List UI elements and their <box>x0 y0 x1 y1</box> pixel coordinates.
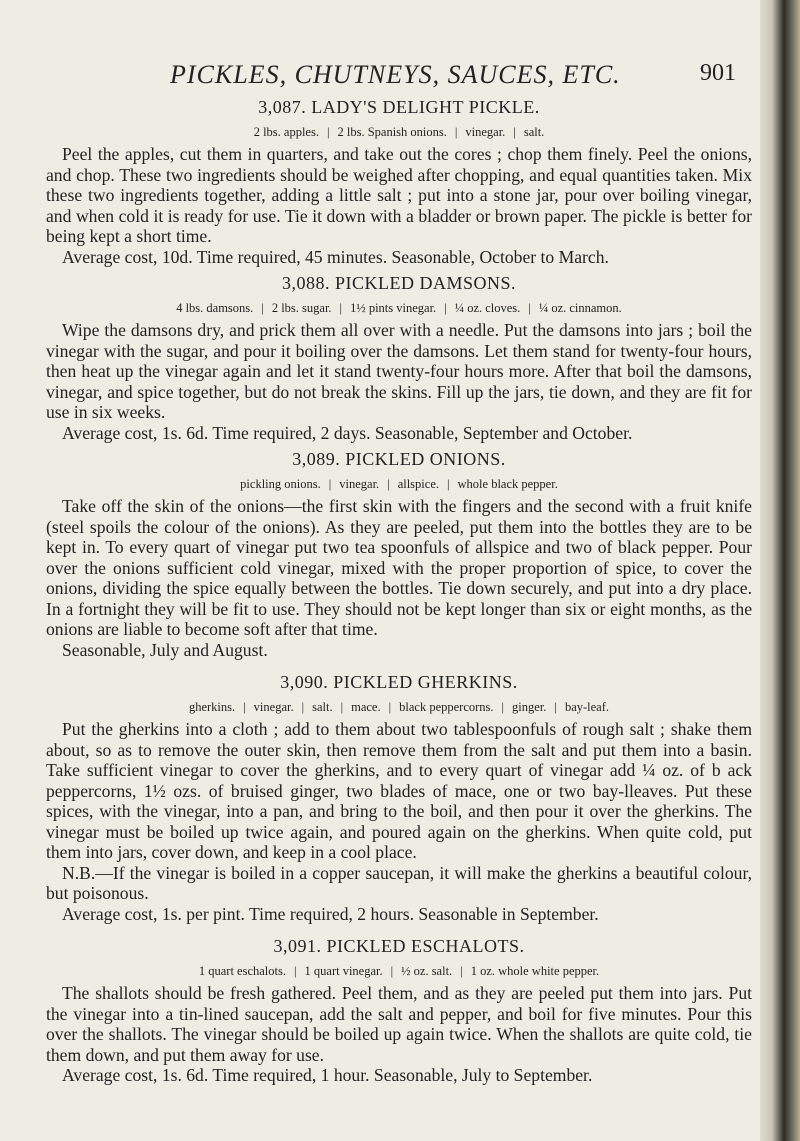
ingredient: 1 quart eschalots. <box>198 963 286 978</box>
ingredient: 1 quart vinegar. <box>304 963 383 978</box>
ingredient: vinegar. <box>339 476 380 491</box>
ingredient: whole black pepper. <box>457 476 558 491</box>
ingredient: mace. <box>351 699 381 714</box>
ingredient: 1½ pints vinegar. <box>350 300 437 315</box>
running-title: PICKLES, CHUTNEYS, SAUCES, ETC. <box>170 60 621 89</box>
page-number: 901 <box>700 60 736 86</box>
recipe-pickled-onions <box>46 449 752 660</box>
recipe-title: 3,089. PICKLED ONIONS. <box>292 449 506 469</box>
recipe-paragraph: N.B.—If the vinegar is boiled in a copper saucepan, it will make the gherkins a beautiful colour, but poisonous. <box>46 862 752 903</box>
page-header <box>0 40 760 89</box>
ingredient: ¼ oz. cloves. <box>454 300 521 315</box>
recipe-paragraph: The shallots should be fresh gathered. Peel them, and as they are peeled put them into jars. Put the vinegar into a tin-lined saucepan, add the salt and pepper, and boil for five minutes. Pour this over the shallots. The vinegar should be boiled up again twice. When the shallots are quite cold, tie them down, and put them away for use. <box>46 983 752 1065</box>
recipe-paragraph: Average cost, 1s. 6d. Time required, 1 hour. Seasonable, July to September. <box>62 1065 593 1085</box>
recipe-paragraph: Take off the skin of the onions—the first skin with the fingers and the second with a fruit knife (steel spoils the colour of the onions). As they are peeled, put them into the bottles they are to be kept in. To every quart of vinegar put two tea spoonfuls of allspice and two of black pepper. Pour over the onions sufficient cold vinegar, mixed with the proper proportion of spice, to cover the onions, dividing the spice equally between the bottles. Tie down securely, and put into a dry place. In a fortnight they will be fit to use. They should not be kept longer than six or eight months, as the onions are liable to become soft after that time. <box>46 496 752 639</box>
ingredient: pickling onions. <box>240 476 321 491</box>
recipe-pickled-gherkins <box>46 672 752 924</box>
ingredient: ¼ oz. cinnamon. <box>538 300 622 315</box>
recipe-pickled-eschalots <box>46 936 752 1086</box>
recipe-paragraph: Average cost, 1s. per pint. Time required, 2 hours. Seasonable in September. <box>62 903 599 924</box>
recipe-paragraph: Average cost, 10d. Time required, 45 minutes. Seasonable, October to March. <box>62 246 609 267</box>
ingredient: 4 lbs. damsons. <box>176 300 254 315</box>
recipe-title: 3,090. PICKLED GHERKINS. <box>280 672 518 692</box>
ingredient: 2 lbs. apples. <box>253 124 319 139</box>
ingredient: gherkins. <box>188 699 236 714</box>
recipe-list <box>46 97 752 1086</box>
ingredient: bay-leaf. <box>564 699 610 714</box>
ingredient: 2 lbs. sugar. <box>271 300 332 315</box>
ingredient: 2 lbs. Spanish onions. <box>337 124 447 139</box>
ingredient: ginger. <box>512 699 547 714</box>
recipe-pickled-damsons <box>46 273 752 443</box>
ingredient: ½ oz. salt. <box>401 963 453 978</box>
ingredient: salt. <box>312 699 333 714</box>
ingredient: 1 oz. whole white pepper. <box>470 963 600 978</box>
ingredient-list: 4 lbs. damsons. | 2 lbs. sugar. | 1½ pints vinegar. | ¼ oz. cloves. | ¼ oz. cinnamon. <box>176 300 622 315</box>
recipe-paragraph: Wipe the damsons dry, and prick them all over with a needle. Put the damsons into jars ; boil the vinegar with the sugar, and pour it boiling over the damsons. Let them stand for twenty-four hours, then heat up the vinegar again and let it stand twenty-four hours more. After that boil the damsons, vinegar, and spice together, but do not break the skins. Fill up the jars, tie down, and they are fit for use in six weeks. <box>46 320 752 422</box>
ingredient: vinegar. <box>253 699 294 714</box>
ingredient-list: pickling onions. | vinegar. | allspice. | whole black pepper. <box>240 476 558 491</box>
recipe-title: 3,091. PICKLED ESCHALOTS. <box>273 936 525 956</box>
ingredient-list: gherkins. | vinegar. | salt. | mace. | black peppercorns. | ginger. | bay-leaf. <box>188 699 610 714</box>
ingredient-list: 2 lbs. apples. | 2 lbs. Spanish onions. | vinegar. | salt. <box>253 124 545 139</box>
ingredient: vinegar. <box>465 124 506 139</box>
recipe-paragraph: Average cost, 1s. 6d. Time required, 2 days. Seasonable, September and October. <box>62 422 633 443</box>
ingredient: black peppercorns. <box>399 699 494 714</box>
recipe-paragraph: Seasonable, July and August. <box>62 639 268 660</box>
recipe-title: 3,088. PICKLED DAMSONS. <box>281 273 517 293</box>
ingredient-list: 1 quart eschalots. | 1 quart vinegar. | ½ oz. salt. | 1 oz. whole white pepper. <box>198 963 600 978</box>
ingredient: salt. <box>523 124 545 139</box>
book-spine-edge <box>760 0 800 1141</box>
recipe-paragraph: Peel the apples, cut them in quarters, and take out the cores ; chop them finely. Peel the onions, and chop. These two ingredients should be weighed after chopping, and equal quantities taken. Mix these two ingredients together, adding a little salt ; put into a stone jar, pour over boiling vinegar, and when cold it is ready for use. Tie it down with a bladder or brown paper. The pickle is better for being kept a short time. <box>46 144 752 246</box>
ingredient: allspice. <box>397 476 439 491</box>
recipe-paragraph: Put the gherkins into a cloth ; add to them about two tablespoonfuls of rough salt ; shake them about, so as to remove the outer skin, then remove them from the salt and put them into a basin. Take sufficient vinegar to cover the gherkins, and to every quart of vinegar add ¼ oz. of b ack peppercorns, 1½ ozs. of bruised ginger, two blades of mace, one or two bay-lleaves. Put these spices, with the vinegar, into a pan, and bring to the boil, and then pour it over the gherkins. The vinegar must be boiled up twice again, and poured again on the gherkins. When quite cold, put them into jars, cover down, and keep in a cool place. <box>46 719 752 862</box>
recipe-title: 3,087. LADY'S DELIGHT PICKLE. <box>258 97 540 117</box>
recipe-lady-delight-pickle <box>46 97 752 267</box>
